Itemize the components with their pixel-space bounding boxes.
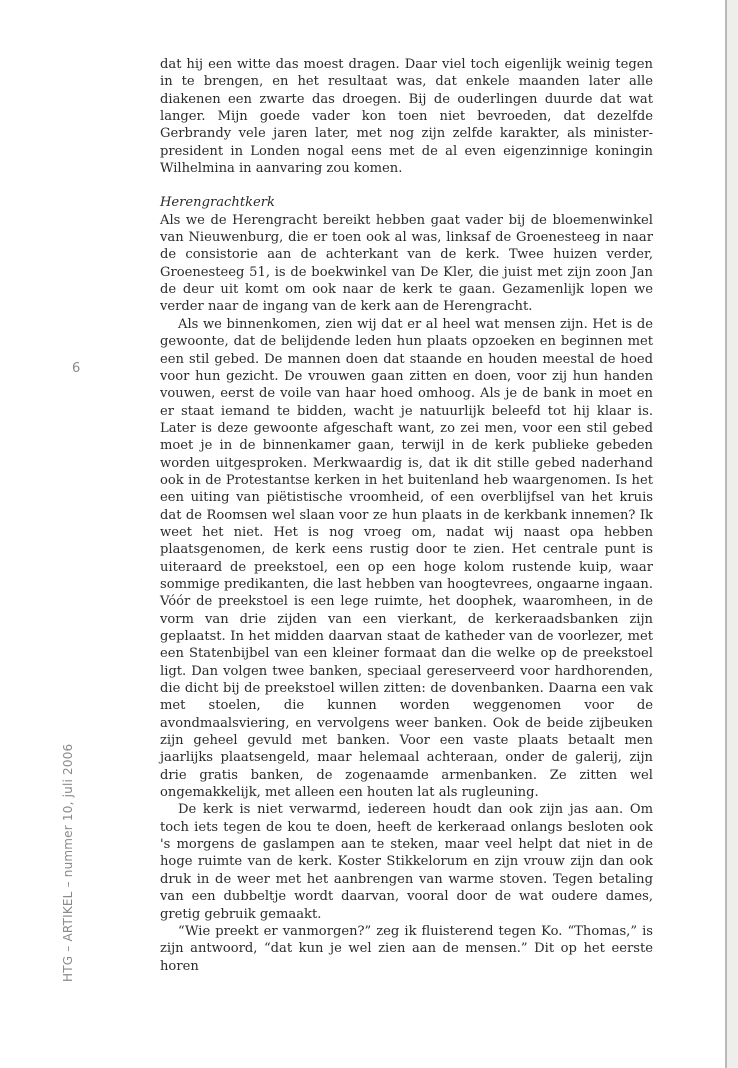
- section-heading: Herengrachtkerk: [160, 195, 275, 211]
- scan-margin: [727, 0, 738, 1068]
- running-head: HTG – ARTIKEL – nummer 10, juli 2006: [61, 743, 75, 982]
- page-number: 6: [72, 361, 81, 376]
- paragraph-heating: De kerk is niet verwarmd, iedereen houdt dan ook zijn jas aan. Om toch iets tegen de kou te doen, heeft de kerkeraad onlangs besloten ook 's morgens de gaslampen aan te steken, maar veel helpt dat niet in de hoge ruimte van de kerk. Koster Stikkelorum en zijn vrouw zijn dan ook druk in de weer met het aanbrengen van warme stoven. Tegen betaling van een dubbeltje wordt daarvan, vooral door de wat oudere dames, gretig gebruik gemaakt.: [160, 802, 653, 922]
- paragraph-preacher: “Wie preekt er vanmorgen?” zeg ik fluisterend tegen Ko. “Thomas,” is zijn antwoord, “dat kun je wel zien aan de mensen.” Dit op het eerste horen: [160, 923, 653, 974]
- article-body: [160, 56, 653, 975]
- intro-paragraph: dat hij een witte das moest dragen. Daar viel toch eigenlijk weinig tegen in te brengen, en het resultaat was, dat enkele maanden later alle diakenen een zwarte das droegen. Bij de ouderlingen duurde dat wat langer. Mijn goede vader kon toen niet bevroeden, dat dezelfde Gerbrandy vele jaren later, met nog zijn zelfde karakter, als minister-president in Londen nogal eens met de al even eigenzinnige koningin Wilhelmina in aanvaring zou komen.: [160, 57, 653, 177]
- paragraph-arrival: Als we de Herengracht bereikt hebben gaat vader bij de bloemenwinkel van Nieuwenburg, die er toen ook al was, linksaf de Groenesteeg in naar de consistorie aan de achterkant van de kerk. Twee huizen verder, Groenesteeg 51, is de boekwinkel van De Kler, die juist met zijn zoon Jan de deur uit komt om ook naar de kerk te gaan. Gezamenlijk lopen we verder naar de ingang van de kerk aan de Herengracht.: [160, 212, 653, 315]
- paragraph-church-interior: Als we binnenkomen, zien wij dat er al heel wat mensen zijn. Het is de gewoonte, dat de belijdende leden hun plaats opzoeken en beginnen met een stil gebed. De mannen doen dat staande en houden meestal de hoed voor hun gezicht. De vrouwen gaan zitten en doen, voor zij hun handen vouwen, eerst de voile van haar hoed omhoog. Als je de bank in moet en er staat iemand te bidden, wacht je natuurlijk beleefd tot hij klaar is. Later is deze gewoonte afgeschaft want, zo zei men, voor een stil gebed moet je in de binnenkamer gaan, terwijl in de kerk publieke gebeden worden uitgesproken. Merkwaardig is, dat ik dit stille gebed naderhand ook in de Protestantse kerken in het buitenland heb waargenomen. Is het een uiting van piëtistische vroomheid, of een overblijfsel van het kruis dat de Roomsen wel slaan voor ze hun plaats in de kerkbank innemen? Ik weet het niet. Het is nog vroeg om, nadat wij naast opa hebben plaatsgenomen, de kerk eens rustig door te zien. Het centrale punt is uiteraard de preekstoel, een op een hoge kolom rustende kuip, waar sommige predikanten, die last hebben van hoogtevrees, ongaarne ingaan. Vóór de preekstoel is een lege ruimte, het doophek, waaromheen, in de vorm van drie zijden van een vierkant, de kerkeraadsbanken zijn geplaatst. In het midden daarvan staat de katheder van de voorlezer, met een Statenbijbel van een kleiner formaat dan die welke op de preekstoel ligt. Dan volgen twee banken, speciaal gereserveerd voor hardhorenden, die dicht bij de preekstoel willen zitten: de dovenbanken. Daarna een vak met stoelen, die kunnen worden weggenomen voor de avondmaalsviering, en vervolgens weer banken. Ook de beide zijbeuken zijn geheel gevuld met banken. Voor een vaste plaats betaalt men jaarlijks plaatsengeld, maar helemaal achteraan, onder de galerij, zijn drie gratis banken, de zogenaamde armenbanken. Ze zitten wel ongemakkelijk, met alleen een houten lat als rugleuning.: [160, 316, 653, 801]
